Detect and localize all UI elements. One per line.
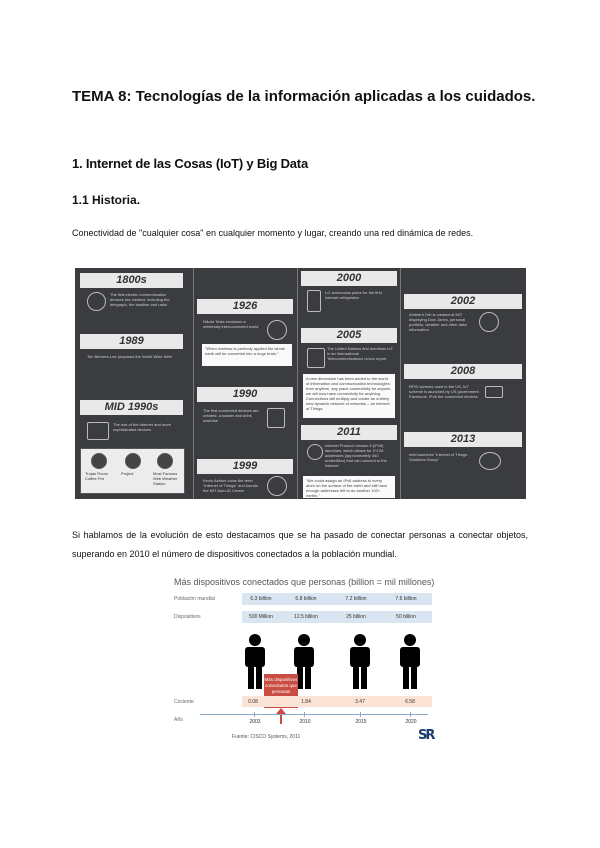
crossover-note: Más dispositivos conectados que personas <box>264 674 298 708</box>
year-row-label: Año <box>174 717 183 723</box>
sr-logo: SR <box>418 728 434 743</box>
recycle-icon <box>125 453 141 469</box>
era-label-2011: 2011 <box>301 425 397 440</box>
era-label-2005: 2005 <box>301 328 397 343</box>
era-label-1926: 1926 <box>197 299 293 314</box>
era-label-2013: 2013 <box>404 432 522 447</box>
quote-1926: "When wireless is perfectly applied the whole earth will be converted into a huge brain." <box>202 344 292 366</box>
era-text-2011: Internet Protocol version 6 (IPv6) launches, which allows for 2^128 addresses (approximately 340 undecillion) that can connect to the Internet <box>325 443 387 468</box>
era-text-1800s: The first electric communication devices are created, including the telegraph, the landline and radio <box>110 292 170 307</box>
era-label-1800s: 1800s <box>80 273 183 288</box>
era-label-1999: 1999 <box>197 459 293 474</box>
people-group-icon <box>479 452 501 470</box>
era-text-1926: Nikola Tesla envisions a wirelessly interconnected world <box>203 319 259 329</box>
ratio-row-label: Cociente <box>174 699 194 705</box>
icon-caption: Most Famous Web Weather Station <box>153 471 178 486</box>
ratio-value: 3.47 <box>355 699 365 705</box>
era-text-1990: The first connected devices are created: a toaster and drink machine <box>203 408 259 423</box>
quote-2005: A new dimension has been added to the world of information and communication technologies: from anytime, any place connectivity for anyone, we will now have connectivity for anything. Connections will multiply and create an entirely new dynamic network of networks – an Internet of Things. <box>303 374 395 418</box>
era-label-2000: 2000 <box>301 271 397 286</box>
timeline-divider <box>193 268 194 499</box>
axis-tick <box>304 712 305 717</box>
timeline-divider <box>400 268 401 499</box>
document-title: TEMA 8: Tecnologías de la información aplicadas a los cuidados. <box>72 88 536 105</box>
intro-paragraph: Conectividad de "cualquier cosa" en cualquier momento y lugar, creando una red dinámica de redes. <box>72 228 474 238</box>
era-text-2005: The United Nations first mentions IoT in an International Telecommunications Union report <box>327 346 393 361</box>
ip-icon <box>307 444 323 460</box>
year-label: 2003 <box>249 719 261 725</box>
network-globe-icon <box>267 320 287 340</box>
person-icon <box>347 634 373 690</box>
population-value: 6.3 billion <box>250 596 272 602</box>
year-label: 2015 <box>355 719 367 725</box>
bomb-icon <box>87 292 106 311</box>
ambient-orb-icon <box>479 312 499 332</box>
year-label: 2010 <box>299 719 311 725</box>
iot-timeline-infographic <box>75 268 526 499</box>
document-icon <box>307 348 325 368</box>
refrigerator-icon <box>307 290 321 312</box>
era-label-1989: 1989 <box>80 334 183 349</box>
section-heading: 1. Internet de las Cosas (IoT) y Big Data <box>72 156 308 171</box>
subsection-heading: 1.1 Historia. <box>72 193 141 207</box>
era-text-1999: Kevin Ashton coins the term "Internet of Things" and founds the MIT Auto-ID Center <box>203 478 258 493</box>
chart-source: Fuente: CISCO Systems, 2011 <box>232 734 301 740</box>
chart-title: Más dispositivos conectados que personas (billion = mil millones) <box>174 577 435 587</box>
timeline-divider <box>297 268 298 499</box>
population-value: 7.2 billion <box>345 596 367 602</box>
era-label-2002: 2002 <box>404 294 522 309</box>
devices-row-label: Dispositivos <box>174 614 201 620</box>
icon-caption: Project <box>121 471 134 476</box>
ratio-value: 1.84 <box>301 699 311 705</box>
quote-2011: "We could assign an IPv6 address to every atom on the surface of the earth and still have enough addresses left to do another 100+ earths." <box>303 476 395 498</box>
population-row-label: Población mundial <box>174 596 215 602</box>
era-text-1989: Tim Berners-Lee proposes the World Wide Web <box>87 354 172 359</box>
era-text-2013: Intel launches "Internet of Things Solutions Group" <box>409 452 468 462</box>
era-label-mid1990s: MID 1990s <box>80 400 183 415</box>
devices-vs-people-chart <box>170 574 438 746</box>
axis-tick <box>360 712 361 717</box>
coffee-icon <box>91 453 107 469</box>
network-nodes-icon <box>267 476 287 496</box>
devices-value: 500 Million <box>249 614 273 620</box>
rfid-card-icon <box>485 386 503 398</box>
ratio-value: 0.08 <box>248 699 258 705</box>
body-paragraph: Si hablamos de la evolución de esto destacamos que se ha pasado de conectar personas a conectar objetos, superando en 2010 el número de dispositivos conectados a la población mundial. <box>72 530 528 559</box>
era-text-2008: RFID scheme used in the US, IoT scheme is launched by US government Facebook, IPv6 the connected devices <box>409 384 479 399</box>
era-label-2008: 2008 <box>404 364 522 379</box>
axis-tick <box>410 712 411 717</box>
axis-tick <box>254 712 255 717</box>
year-label: 2020 <box>405 719 417 725</box>
monitor-icon <box>87 422 109 440</box>
era-label-1990: 1990 <box>197 387 293 402</box>
era-text-2002: Ambient Orb is created at MIT displaying Dow Jones, personal portfolio, weather and other data information <box>409 312 467 332</box>
mid1990s-icons-panel <box>80 448 185 494</box>
up-arrow-icon <box>274 708 288 724</box>
devices-value: 25 billion <box>346 614 366 620</box>
era-text-2000: LG announces plans for the first internet refrigerator <box>325 290 382 300</box>
toaster-icon <box>267 408 285 428</box>
timeline-axis <box>200 714 428 715</box>
devices-value: 12.5 billion <box>294 614 318 620</box>
ratio-value: 6.58 <box>405 699 415 705</box>
icon-caption: Trojan Room Coffee Pot <box>85 471 108 481</box>
population-value: 7.6 billion <box>395 596 417 602</box>
devices-value: 50 billion <box>396 614 416 620</box>
chart-icon <box>157 453 173 469</box>
era-text-mid1990s: The rise of the internet and more sophisticated devices <box>113 422 172 432</box>
person-icon <box>397 634 423 690</box>
population-value: 6.8 billion <box>295 596 317 602</box>
